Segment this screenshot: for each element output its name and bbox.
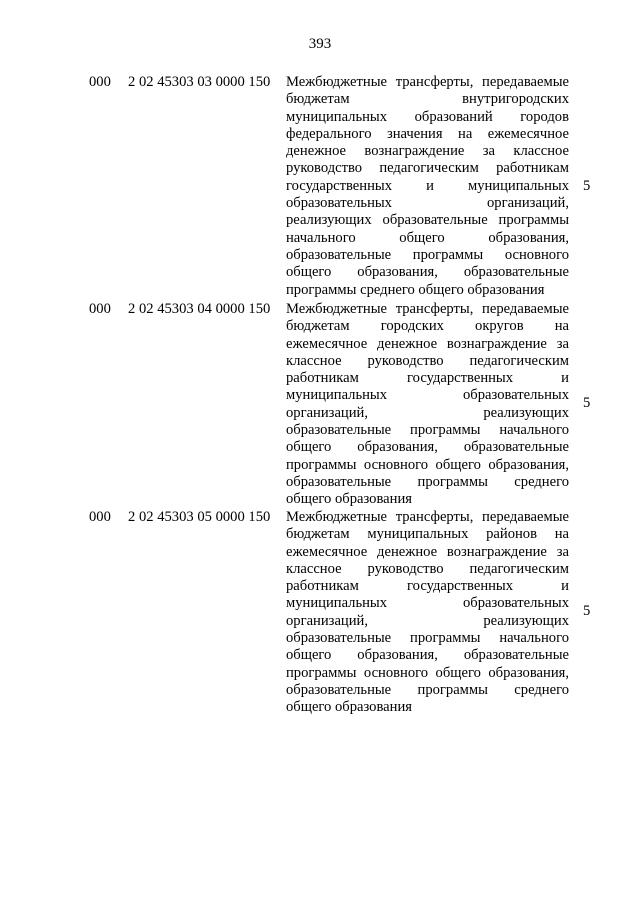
description-line: федерального значения на ежемесячное <box>286 125 569 142</box>
description-line: образовательные программы основного <box>286 246 569 263</box>
description-line: общего образования, образовательные <box>286 647 569 664</box>
description-line: образовательных организаций, <box>286 195 569 212</box>
description-line: работникам государственных и <box>286 578 569 595</box>
row-description <box>286 74 569 299</box>
description-line: образовательные программы начального <box>286 422 569 439</box>
admin-code: 000 <box>89 301 111 317</box>
description-line: государственных и муниципальных <box>286 177 569 194</box>
description-line: муниципальных образований городов <box>286 108 569 125</box>
description-line: классное руководство педагогическим <box>286 560 569 577</box>
description-line: бюджетам городских округов на <box>286 318 569 335</box>
description-line: бюджетам муниципальных районов на <box>286 526 569 543</box>
row-value: 5 <box>583 395 591 411</box>
description-line: муниципальных образовательных <box>286 387 569 404</box>
row-value: 5 <box>583 603 591 619</box>
description-line: общего образования, образовательные <box>286 439 569 456</box>
row-description <box>286 301 569 509</box>
description-line: муниципальных образовательных <box>286 595 569 612</box>
description-line: общего образования <box>286 491 412 508</box>
description-line: образовательные программы среднего <box>286 681 569 698</box>
description-line: ежемесячное денежное вознаграждение за <box>286 335 569 352</box>
description-line: денежное вознаграждение за классное <box>286 143 569 160</box>
description-line: ежемесячное денежное вознаграждение за <box>286 543 569 560</box>
description-line: начального общего образования, <box>286 229 569 246</box>
description-line: работникам государственных и <box>286 370 569 387</box>
admin-code: 000 <box>89 509 111 525</box>
description-line: Межбюджетные трансферты, передаваемые <box>286 74 569 90</box>
description-line: Межбюджетные трансферты, передаваемые <box>286 509 569 525</box>
description-line: образовательные программы среднего <box>286 473 569 490</box>
description-line: Межбюджетные трансферты, передаваемые <box>286 301 569 317</box>
admin-code: 000 <box>89 74 111 90</box>
row-value: 5 <box>583 178 591 194</box>
budget-classification-code: 2 02 45303 05 0000 150 <box>128 509 271 525</box>
description-line: организаций, реализующих <box>286 612 569 629</box>
budget-classification-code: 2 02 45303 03 0000 150 <box>128 74 271 90</box>
description-line: образовательные программы начального <box>286 630 569 647</box>
description-line: программы основного общего образования, <box>286 664 569 681</box>
description-line: общего образования, образовательные <box>286 264 569 281</box>
description-line: программы среднего общего образования <box>286 281 545 298</box>
description-line: программы основного общего образования, <box>286 456 569 473</box>
page-number: 393 <box>308 36 332 52</box>
row-description <box>286 509 569 717</box>
description-line: организаций, реализующих <box>286 404 569 421</box>
description-line: реализующих образовательные программы <box>286 212 569 229</box>
description-line: классное руководство педагогическим <box>286 352 569 369</box>
description-line: бюджетам внутригородских <box>286 91 569 108</box>
budget-classification-code: 2 02 45303 04 0000 150 <box>128 301 271 317</box>
description-line: общего образования <box>286 699 412 716</box>
description-line: руководство педагогическим работникам <box>286 160 569 177</box>
